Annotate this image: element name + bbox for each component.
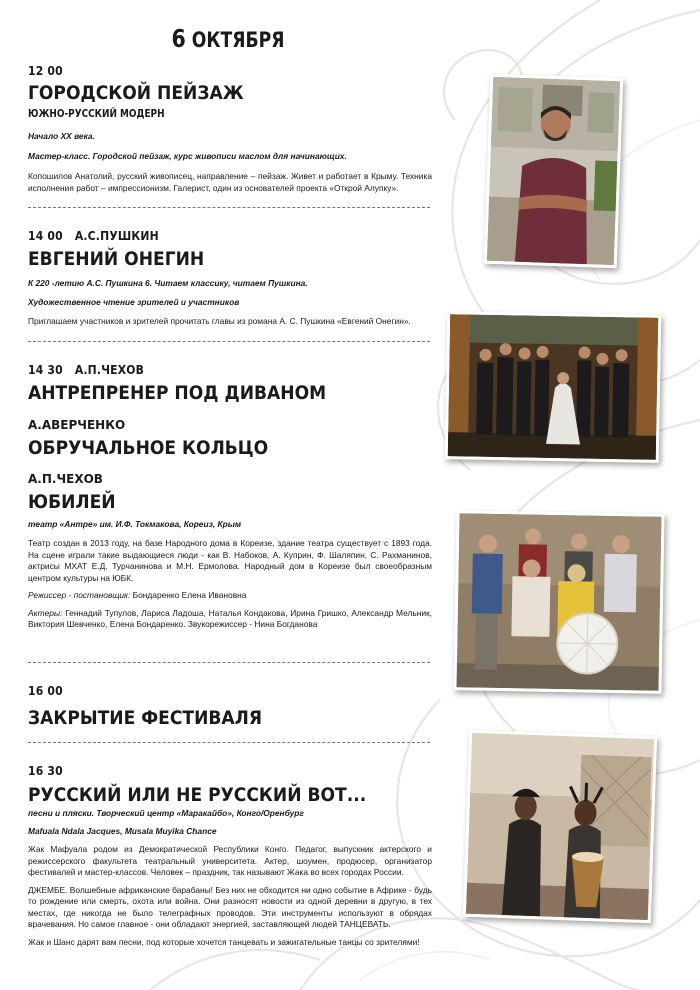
event-onegin — [28, 229, 432, 328]
event-description: Копошилов Анатолий, русский живописец, направление – пейзаж. Живет и работает в Крыму. Техника исполнения работ – импрессионизм. Галерист, один из основателей проекта «Открой Алупку». — [28, 171, 432, 193]
play-title: ОБРУЧАЛЬНОЕ КОЛЬЦО — [28, 437, 269, 459]
event-description: Театр создан в 2013 году, на базе Народного дома в Кореизе, здание театра существует с 1893 года. На сцене играли такие выдающиеся люди - как В. Набоков, А. Куприн, Ф. Шаляпин, С. Рахманинов, актрисы МХАТ Е.Д. Турчанинова и М.Н. Ермолова. Народный дом в Кореизе был своеобразным центром культуры на ЮБК. — [28, 538, 432, 583]
section-divider — [28, 662, 430, 663]
section-divider — [28, 207, 430, 208]
director-line — [28, 590, 432, 602]
event-genre: песни и пляски. Творческий центр «Маракайбо», Конго/Оренбург — [28, 808, 304, 818]
event-title: ЕВГЕНИЙ ОНЕГИН — [28, 248, 205, 270]
date-month: ОКТЯБРЯ — [191, 28, 285, 52]
event-time-line — [28, 229, 432, 243]
section-divider — [28, 742, 430, 743]
event-author: А.П.ЧЕХОВ — [74, 363, 145, 377]
event-era: Начало XX века. — [28, 131, 95, 141]
theatre-company: театр «Антре» им. И.Ф. Токмакова, Кореиз, Крым — [28, 519, 242, 529]
event-closing-line: Жак и Шанс дарят вам песни, под которые хочется танцевать и зажигательные танцы со зрителями! — [28, 936, 420, 947]
photo-painter — [484, 74, 624, 269]
event-description: Приглашаем участников и зрителей прочитать главы из романа А. С. Пушкина «Евгений Онегин». — [28, 316, 411, 326]
event-author: А.С.ПУШКИН — [74, 229, 159, 243]
event-title: ЗАКРЫТИЕ ФЕСТИВАЛЯ — [28, 707, 263, 729]
photo-theatre-troupe — [445, 311, 662, 463]
event-time: 14 30 — [28, 363, 63, 377]
play-author: А.АВЕРЧЕНКО — [28, 418, 126, 432]
actors-label: Актеры: — [28, 607, 63, 618]
djembe-description: ДЖЕМБЕ. Волшебные африканские барабаны! Без них не обходится ни одно событие в Африке - будь то рождение или смерть, охота или война. Они разносят новости из одной деревни в другую, в тех местах, где никогда не было телеграфных проводов. Эти инструменты используют в обрядах врачевания. Но самое главное - они обладают энергией, заставляющей людей ТАНЦЕВАТЬ. — [28, 884, 432, 929]
event-performers: Mafuala Ndala Jacques, Musala Muyika Chance — [28, 826, 217, 836]
event-theatre — [28, 363, 432, 631]
photo-actors-group — [453, 510, 664, 694]
photo-drummers — [463, 730, 657, 923]
event-time: 16 00 — [28, 684, 63, 698]
event-time: 14 00 — [28, 229, 63, 243]
event-description: Жак Мафуала родом из Демократической Республики Конго. Педагог, выпускник актерского и режиссерского факультета театральный университета. Актер, шоумен, продюсер, организатор фестивалей и мастер-классов. Человек – праздник, так называют Жака во всех городах России. — [28, 844, 432, 877]
director-label: Режиссер - постановщик: — [28, 590, 131, 600]
play-title: АНТРЕПРЕНЕР ПОД ДИВАНОМ — [28, 382, 327, 404]
play-author: А.П.ЧЕХОВ — [28, 472, 103, 486]
date-day: 6 — [171, 24, 186, 53]
event-subtitle: ЮЖНО-РУССКИЙ МОДЕРН — [28, 108, 165, 120]
director-name: Бондаренко Елена Ивановна — [130, 590, 247, 600]
event-closing — [28, 684, 432, 729]
actors-names: Геннадий Тупулов, Лариса Ладоша, Наталья Кондакова, Ирина Гришко, Александр Мельник, Виктория Шевченко, Елена Бондаренко. Звукорежиссер - Нина Богданова — [28, 607, 432, 629]
event-title: ГОРОДСКОЙ ПЕЙЗАЖ — [28, 82, 244, 104]
event-title: РУССКИЙ ИЛИ НЕ РУССКИЙ ВОТ... — [28, 784, 367, 806]
event-type: Мастер-класс. Городской пейзаж, курс живописи маслом для начинающих. — [28, 151, 347, 161]
event-time-line — [28, 363, 432, 377]
event-time: 16 30 — [28, 764, 63, 778]
actors-line — [28, 608, 432, 631]
page-date — [41, 24, 415, 53]
play-title: ЮБИЛЕЙ — [28, 491, 116, 513]
section-divider — [28, 341, 430, 342]
event-anniversary: К 220 -летию А.С. Пушкина 6. Читаем классику, читаем Пушкина. — [28, 278, 308, 288]
event-time: 12 00 — [28, 64, 63, 78]
event-russian — [28, 764, 432, 948]
event-landscape — [28, 64, 432, 194]
event-reading: Художественное чтение зрителей и участников — [28, 297, 240, 307]
